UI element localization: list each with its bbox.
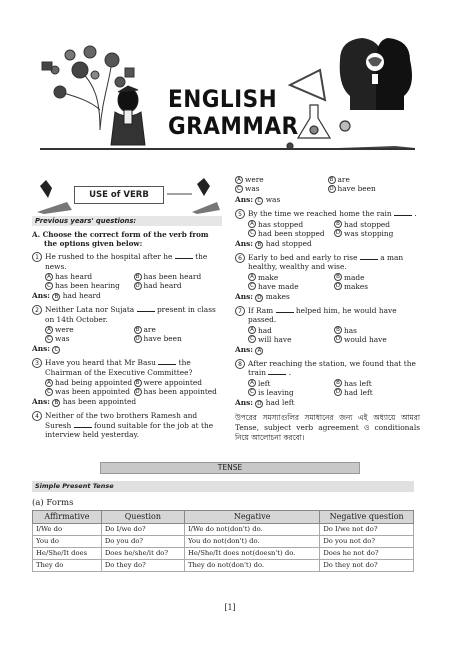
question-text	[45, 411, 222, 439]
option-letter: C	[248, 282, 256, 290]
q4-options	[235, 175, 420, 194]
options-grid	[235, 220, 420, 239]
page-number: [1]	[224, 603, 236, 612]
options-grid	[32, 325, 222, 344]
verb-banner	[32, 174, 222, 214]
forms-table	[32, 510, 414, 572]
option-item	[45, 334, 134, 343]
option-item	[45, 281, 134, 290]
option-letter: D	[335, 283, 341, 290]
answer-text: has been appointed	[62, 397, 137, 407]
table-row	[33, 548, 414, 560]
option-letter: B	[334, 220, 342, 228]
table-cell: Do they do?	[101, 560, 184, 572]
answer-label: Ans:	[235, 292, 253, 301]
answer-letter: B	[255, 241, 263, 249]
option-text: has stopped	[258, 219, 304, 229]
option-letter: B	[134, 379, 142, 387]
option-item	[248, 229, 334, 238]
option-item	[45, 272, 134, 281]
answer-label: Ans:	[235, 239, 253, 248]
options-grid	[235, 326, 420, 345]
option-item	[248, 379, 334, 388]
option-letter: B	[134, 326, 142, 334]
question-post: found suitable for the job at the interview held yesterday.	[45, 420, 214, 439]
option-text: had left	[344, 387, 373, 397]
forms-heading: (a) Forms	[32, 498, 74, 508]
option-item	[328, 184, 421, 193]
question-post: the Chairman of the Executive Committee?	[45, 358, 193, 377]
question-number: 1	[32, 252, 42, 262]
question-item	[235, 209, 420, 219]
question-pre: He rushed to the hospital after he	[45, 252, 173, 262]
question-post: .	[414, 208, 417, 218]
answer-text: had stopped	[265, 239, 312, 248]
option-text: is leaving	[258, 387, 294, 397]
option-item	[334, 388, 420, 397]
blank-line	[137, 306, 155, 312]
answer-letter: C	[52, 346, 60, 354]
option-item	[334, 335, 420, 344]
option-text: will have	[258, 334, 292, 344]
table-cell: Do I/we not do?	[320, 524, 414, 536]
option-item	[134, 272, 223, 281]
option-letter: B	[334, 273, 342, 281]
option-letter: C	[45, 335, 53, 343]
option-text: are	[337, 175, 350, 184]
options-grid	[32, 378, 222, 397]
question-post: present in class on 14th October.	[45, 305, 216, 324]
question-number: 8	[235, 359, 245, 369]
answer-letter: B	[52, 399, 60, 407]
options-grid	[235, 273, 420, 292]
question-item	[235, 306, 420, 325]
option-letter: D	[335, 389, 341, 396]
option-item	[248, 326, 334, 335]
option-text: has been appointed	[143, 387, 217, 397]
option-letter: A	[248, 379, 256, 387]
instruction-text: A. Choose the correct form of the verb from the options given below:	[32, 230, 209, 249]
option-letter: B	[334, 379, 342, 387]
table-header-row	[33, 511, 414, 524]
option-item	[334, 273, 420, 282]
header-divider	[40, 148, 415, 150]
bengali-note: উপরের সমস্যাগুলির সমাধানের জন্য এই অধ্যায়ে আমরা Tense, subject verb agreement ও conditionals নিয়ে আলোচনা করবো।	[235, 413, 420, 442]
table-cell: He/She/It does not(doesn't) do.	[184, 548, 319, 560]
option-text: has	[344, 325, 357, 335]
table-cell: Do you do?	[101, 536, 184, 548]
answer-text: had left	[265, 398, 295, 407]
option-item	[248, 335, 334, 344]
option-item	[248, 220, 334, 229]
question-post: helped him, he would have passed.	[248, 306, 397, 325]
tense-heading: TENSE	[100, 462, 360, 474]
option-letter: A	[248, 220, 256, 228]
option-letter: B	[334, 326, 342, 334]
question-pre: Have you heard that Mr Basu	[45, 358, 156, 368]
option-letter: C	[248, 229, 256, 237]
question-text	[248, 359, 420, 378]
option-text: have been	[337, 184, 376, 194]
answer-letter: B	[52, 293, 60, 301]
option-letter: D	[135, 388, 140, 395]
option-letter: A	[248, 326, 256, 334]
option-text: have been	[143, 334, 182, 344]
table-cell: They do not(don't) do.	[184, 560, 319, 572]
option-letter: B	[134, 273, 142, 281]
answer-line	[235, 292, 420, 302]
answer-letter: A	[255, 347, 263, 355]
answer-label: Ans:	[235, 398, 253, 407]
option-text: had	[258, 325, 272, 335]
question-number: 7	[235, 306, 245, 316]
option-item	[134, 281, 223, 290]
right-questions	[235, 209, 420, 409]
option-item	[334, 379, 420, 388]
question-item	[235, 253, 420, 272]
option-letter: C	[45, 282, 53, 290]
option-item	[235, 175, 328, 184]
answer-text: makes	[265, 292, 290, 301]
option-text: has been heard	[143, 271, 202, 281]
question-post: .	[288, 368, 292, 378]
blank-line	[394, 210, 412, 216]
question-item	[32, 358, 222, 377]
option-text: have made	[258, 281, 299, 291]
option-text: makes	[344, 281, 369, 291]
option-item	[134, 325, 223, 334]
q4-answer: Ans: C was	[235, 194, 281, 204]
header-illustration	[0, 0, 460, 165]
option-text: would have	[344, 334, 387, 344]
question-pre: Neither Lata nor Sujata	[45, 305, 135, 315]
table-row	[33, 560, 414, 572]
use-of-verb-label: USE of VERB	[74, 186, 164, 204]
option-letter: A	[45, 273, 53, 281]
question-number: 6	[235, 253, 245, 263]
option-text: had heard	[143, 281, 182, 291]
table-cell: I/We do	[33, 524, 102, 536]
option-item	[248, 282, 334, 291]
question-pre: After reaching the station, we found that the train	[248, 359, 416, 378]
option-item	[334, 229, 420, 238]
option-text: was	[55, 334, 70, 344]
option-item	[334, 282, 420, 291]
option-text: was	[245, 184, 260, 194]
option-letter: C	[235, 185, 243, 193]
table-cell: Do you not do?	[320, 536, 414, 548]
option-letter: D	[329, 185, 334, 192]
question-number: 3	[32, 358, 42, 368]
question-number: 5	[235, 209, 245, 219]
table-cell: You do not(don't) do.	[184, 536, 319, 548]
column-header: Affirmative	[33, 511, 102, 524]
question-pre: Neither of the two brothers Ramesh and Suresh	[45, 411, 198, 430]
option-text: made	[344, 272, 365, 282]
option-text: was been appointed	[55, 387, 130, 397]
column-header: Question	[101, 511, 184, 524]
table-body	[33, 524, 414, 572]
option-text: has left	[344, 378, 372, 388]
option-item	[45, 378, 134, 387]
option-text: make	[258, 272, 279, 282]
blank-line	[276, 307, 294, 313]
option-text: are	[143, 324, 156, 334]
page-header	[0, 0, 460, 165]
option-text: has been hearing	[55, 281, 120, 291]
answer-letter: D	[257, 401, 262, 407]
answer-line	[32, 344, 222, 354]
answer-line	[235, 398, 420, 408]
question-pre: If Ram	[248, 306, 274, 315]
question-item	[32, 411, 222, 439]
question-post: the news.	[45, 252, 208, 271]
answer-label: Ans:	[32, 397, 50, 407]
options-grid	[235, 379, 420, 398]
option-text: were	[55, 324, 74, 334]
previous-years-heading: Previous years' questions:	[32, 216, 222, 226]
option-item	[334, 326, 420, 335]
option-letter: C	[248, 388, 256, 396]
table-row	[33, 536, 414, 548]
table-cell: He/She/It does	[33, 548, 102, 560]
blank-line	[158, 359, 176, 365]
option-letter: D	[135, 282, 140, 289]
option-letter: D	[335, 230, 341, 237]
column-header: Negative	[184, 511, 319, 524]
answer-line	[235, 239, 420, 249]
option-text: left	[258, 378, 271, 388]
blank-line	[175, 253, 193, 259]
question-pre: By the time we reached home the rain	[248, 208, 392, 218]
question-text	[45, 358, 222, 377]
options-grid	[32, 272, 222, 291]
left-column	[32, 174, 222, 439]
blank-line	[268, 369, 286, 375]
option-letter: C	[45, 388, 53, 396]
question-item	[32, 305, 222, 324]
question-number: 4	[32, 411, 42, 421]
table-cell: I/We do not(don't) do.	[184, 524, 319, 536]
column-header: Negative question	[320, 511, 414, 524]
option-text: had being appointed	[55, 377, 133, 387]
table-cell: Does he/she/it do?	[101, 548, 184, 560]
right-column	[235, 174, 420, 443]
option-text: had been stopped	[258, 228, 325, 238]
option-item	[328, 175, 421, 184]
simple-present-heading: Simple Present Tense	[32, 481, 414, 492]
table-cell: Do they not do?	[320, 560, 414, 572]
question-item	[235, 359, 420, 378]
option-item	[235, 184, 328, 193]
blank-line	[74, 422, 92, 428]
question-text	[45, 252, 222, 271]
answer-letter: D	[257, 295, 262, 301]
option-letter: D	[335, 336, 341, 343]
answer-text: had heard	[62, 291, 101, 301]
option-item	[45, 325, 134, 334]
teacher-figure	[111, 86, 145, 145]
table-cell: You do	[33, 536, 102, 548]
option-item	[45, 387, 134, 396]
table-cell: Does he not do?	[320, 548, 414, 560]
option-letter: D	[135, 335, 140, 342]
option-letter: A	[45, 379, 53, 387]
blank-line	[360, 254, 378, 260]
option-text: has heard	[55, 271, 93, 281]
answer-line	[32, 291, 222, 301]
question-item	[32, 252, 222, 271]
question-text	[248, 306, 420, 325]
option-letter: B	[328, 176, 336, 184]
question-post: a man healthy, wealthy and wise.	[248, 253, 404, 272]
question-number: 2	[32, 305, 42, 315]
answer-label: Ans:	[32, 344, 50, 354]
option-item	[134, 378, 223, 387]
option-text: was stopping	[344, 228, 394, 238]
table-cell: They do	[33, 560, 102, 572]
option-item	[248, 388, 334, 397]
option-item	[134, 387, 223, 396]
answer-line	[235, 345, 420, 355]
option-item	[248, 273, 334, 282]
option-text: were appointed	[143, 377, 202, 387]
table-row	[33, 524, 414, 536]
answer-label: Ans:	[235, 345, 253, 354]
option-letter: A	[248, 273, 256, 281]
option-item	[134, 334, 223, 343]
question-pre: Early to bed and early to rise	[248, 253, 358, 262]
option-item	[334, 220, 420, 229]
table-cell: Do I/we do?	[101, 524, 184, 536]
answer-label: Ans:	[32, 291, 50, 301]
question-text	[45, 305, 222, 324]
left-questions	[32, 252, 222, 439]
question-text	[248, 209, 420, 219]
option-text: had stopped	[344, 219, 391, 229]
option-letter: C	[248, 335, 256, 343]
answer-line	[32, 397, 222, 407]
option-text: were	[245, 175, 264, 184]
page-title: ENGLISH GRAMMAR	[168, 85, 299, 140]
brain-heads-icon	[340, 38, 412, 110]
question-text	[248, 253, 420, 272]
option-letter: A	[235, 176, 243, 184]
option-letter: A	[45, 326, 53, 334]
